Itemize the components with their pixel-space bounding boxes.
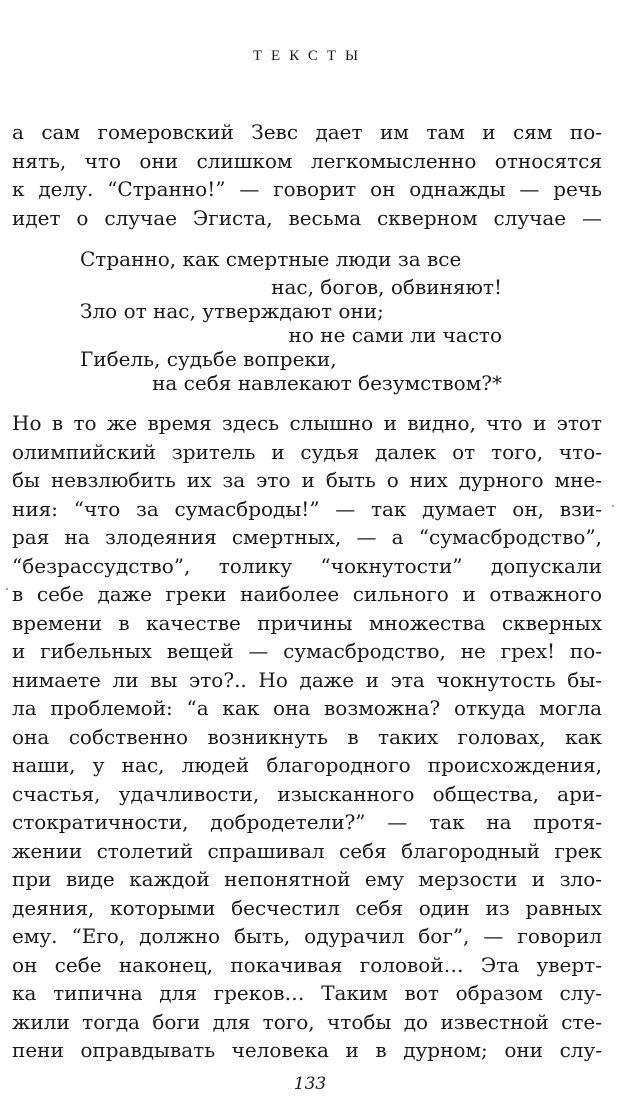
text-line: счастья, удачливости, изысканного общества, ари- — [12, 781, 602, 806]
text-line: она собственно возникнуть в таких головах, как — [12, 724, 602, 749]
scan-speck — [612, 505, 614, 507]
verse-line: нас, богов, обвиняют! — [271, 275, 502, 299]
text-line: ния: “что за сумасброды!” — так думает он, взи- — [12, 496, 602, 521]
verse-line: но не сами ли часто — [288, 323, 502, 347]
text-line: стократичности, добродетели?” — так на протя- — [12, 810, 602, 834]
text-line: при виде каждой непонятной ему мерзости и зло- — [12, 867, 602, 891]
text-line: нять, что они слишком легкомысленно относятся — [12, 148, 602, 173]
text-line: Но в то же время здесь слышно и видно, что и этот — [12, 411, 602, 435]
verse-line: Гибель, судьбе вопреки, — [80, 347, 337, 371]
text-line: бы невзлюбить их за это и быть о них дурного мне- — [12, 468, 602, 492]
text-line: наши, у нас, людей благородного происхождения, — [12, 753, 602, 777]
text-line: деяния, которыми бесчестил себя один из равных — [12, 895, 602, 920]
text-line: в себе даже греки наиболее сильного и отважного — [12, 582, 602, 606]
text-line: он себе наконец, покачивая головой… Эта уверт- — [12, 952, 602, 977]
text-line: ему. “Его, должно быть, одурачил бог”, — говорил — [12, 924, 602, 948]
text-line: рая на злодеяния смертных, — а “сумасбродство”, — [12, 525, 602, 549]
text-line: жили тогда боги для того, чтобы до известной сте- — [12, 1009, 602, 1034]
text-line: “безрассудство”, толику “чокнутости” допускали — [12, 553, 602, 578]
verse-line: на себя навлекают безумством?* — [152, 371, 502, 395]
text-line: олимпийский зритель и судья далек от того, чтo- — [12, 439, 602, 464]
text-line: идет о случае Эгиста, весьма скверном случае — — [12, 205, 602, 230]
text-line: времени в качестве причины множества скверных — [12, 610, 602, 635]
text-line: а сам гомеровский Зевс дает им там и сям по- — [12, 120, 602, 144]
text-line: и гибельных вещей — сумасбродство, не грех! по- — [12, 639, 602, 663]
text-line: жении столетий спрашивал себя благородный грек — [12, 838, 602, 863]
text-line: ла проблемой: “а как она возможна? откуда могла — [12, 696, 602, 720]
text-line: ка типична для греков… Таким вот образом слу- — [12, 981, 602, 1005]
text-line: нимаете ли вы это?.. Но даже и эта чокнутость бы- — [12, 667, 602, 692]
text-line: пени оправдывать человека и в дурном; они слу- — [12, 1038, 602, 1062]
running-head: ТЕКСТЫ — [252, 48, 368, 64]
page-number: 133 — [293, 1074, 327, 1094]
text-line: к делу. “Странно!” — говорит он однажды — речь — [12, 177, 602, 201]
verse-line: Зло от нас, утверждают они; — [80, 299, 384, 323]
scan-speck — [6, 588, 8, 590]
verse-line: Странно, как смертные люди за все — [80, 247, 462, 271]
